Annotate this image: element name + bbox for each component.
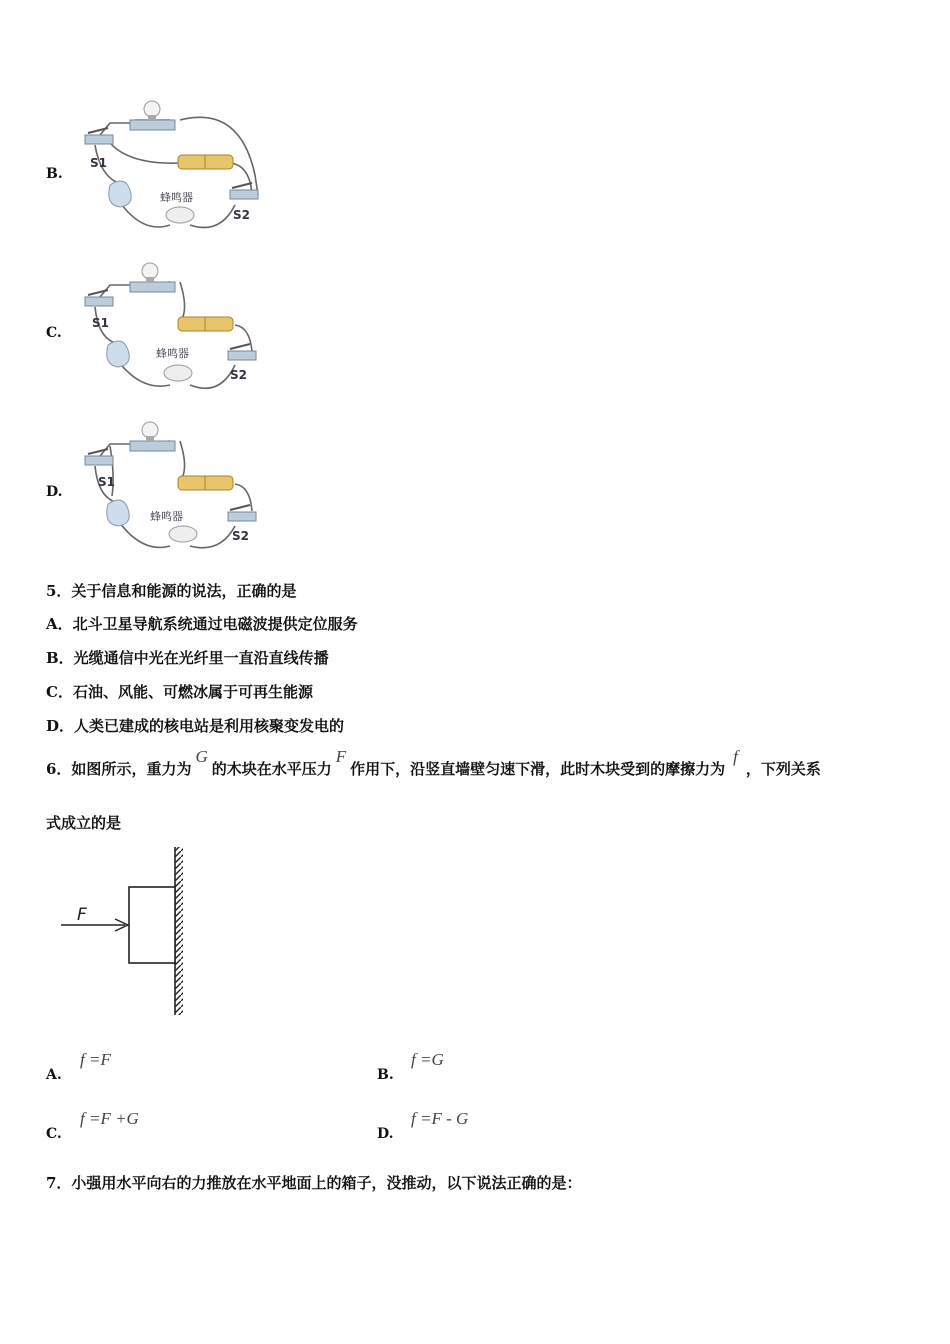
buzzer-icon bbox=[166, 207, 194, 223]
circuit-diagram-c bbox=[70, 257, 270, 392]
svg-text:蜂鸣器: 蜂鸣器 bbox=[156, 347, 189, 360]
wall bbox=[175, 847, 183, 1015]
q6-option-a-formula: f =F bbox=[80, 1050, 111, 1069]
option-c-label: C. bbox=[46, 325, 62, 341]
q5-option-d: D．人类已建成的核电站是利用核聚变发电的 bbox=[46, 717, 345, 735]
q6-option-c-formula: f =F +G bbox=[80, 1109, 139, 1128]
svg-text:S2: S2 bbox=[233, 208, 250, 222]
circuit-diagram-b bbox=[70, 95, 270, 230]
q6-stem-line2: 式成立的是 bbox=[46, 814, 122, 832]
svg-text:F: F bbox=[77, 905, 87, 925]
svg-text:S1: S1 bbox=[98, 475, 115, 489]
q5-option-a: A．北斗卫星导航系统通过电磁波提供定位服务 bbox=[46, 615, 358, 633]
q6-option-c-label: C. bbox=[46, 1126, 62, 1142]
switch-s1-icon bbox=[85, 456, 113, 465]
q6-option-a-label: A. bbox=[46, 1067, 62, 1083]
motor-icon bbox=[109, 181, 132, 207]
q5-option-b: B．光缆通信中光在光纤里一直沿直线传播 bbox=[46, 649, 329, 667]
switch-s1-icon bbox=[85, 297, 113, 306]
q5-stem: 5．关于信息和能源的说法，正确的是 bbox=[46, 582, 297, 600]
svg-text:蜂鸣器: 蜂鸣器 bbox=[160, 191, 193, 204]
switch-s2-icon bbox=[228, 512, 256, 521]
switch-s2-icon bbox=[230, 190, 258, 199]
q7-stem: 7．小强用水平向右的力推放在水平地面上的箱子，没推动，以下说法正确的是： bbox=[46, 1174, 582, 1192]
switch-s2-icon bbox=[228, 351, 256, 360]
q6-option-d-label: D. bbox=[377, 1126, 394, 1142]
wood-block bbox=[129, 887, 175, 963]
option-b-label: B. bbox=[46, 166, 63, 182]
symbol-f-force: F bbox=[335, 747, 347, 766]
svg-text:S2: S2 bbox=[232, 529, 249, 543]
svg-text:S2: S2 bbox=[230, 368, 247, 382]
symbol-f-friction: f bbox=[733, 747, 738, 766]
switch-s1-icon bbox=[85, 135, 113, 144]
symbol-g: G bbox=[195, 747, 208, 766]
motor-icon bbox=[107, 341, 130, 367]
q6-option-b-label: B. bbox=[377, 1067, 394, 1083]
svg-text:蜂鸣器: 蜂鸣器 bbox=[150, 510, 183, 523]
q5-option-c: C．石油、风能、可燃冰属于可再生能源 bbox=[46, 683, 313, 701]
svg-text:S1: S1 bbox=[90, 156, 107, 170]
buzzer-icon bbox=[169, 526, 197, 542]
option-d-label: D. bbox=[46, 484, 63, 500]
q6-stem-line1: 6．如图所示，重力为G的木块在水平压力F作用下，沿竖直墙壁匀速下滑，此时木块受到的摩擦力为f，下列关系 bbox=[46, 747, 821, 778]
q6-option-b-formula: f =G bbox=[411, 1050, 444, 1069]
buzzer-icon bbox=[164, 365, 192, 381]
block-wall-diagram bbox=[55, 845, 195, 1017]
svg-text:S1: S1 bbox=[92, 316, 109, 330]
motor-icon bbox=[107, 500, 130, 526]
q6-option-d-formula: f =F - G bbox=[411, 1109, 469, 1128]
circuit-diagram-d bbox=[70, 416, 270, 556]
